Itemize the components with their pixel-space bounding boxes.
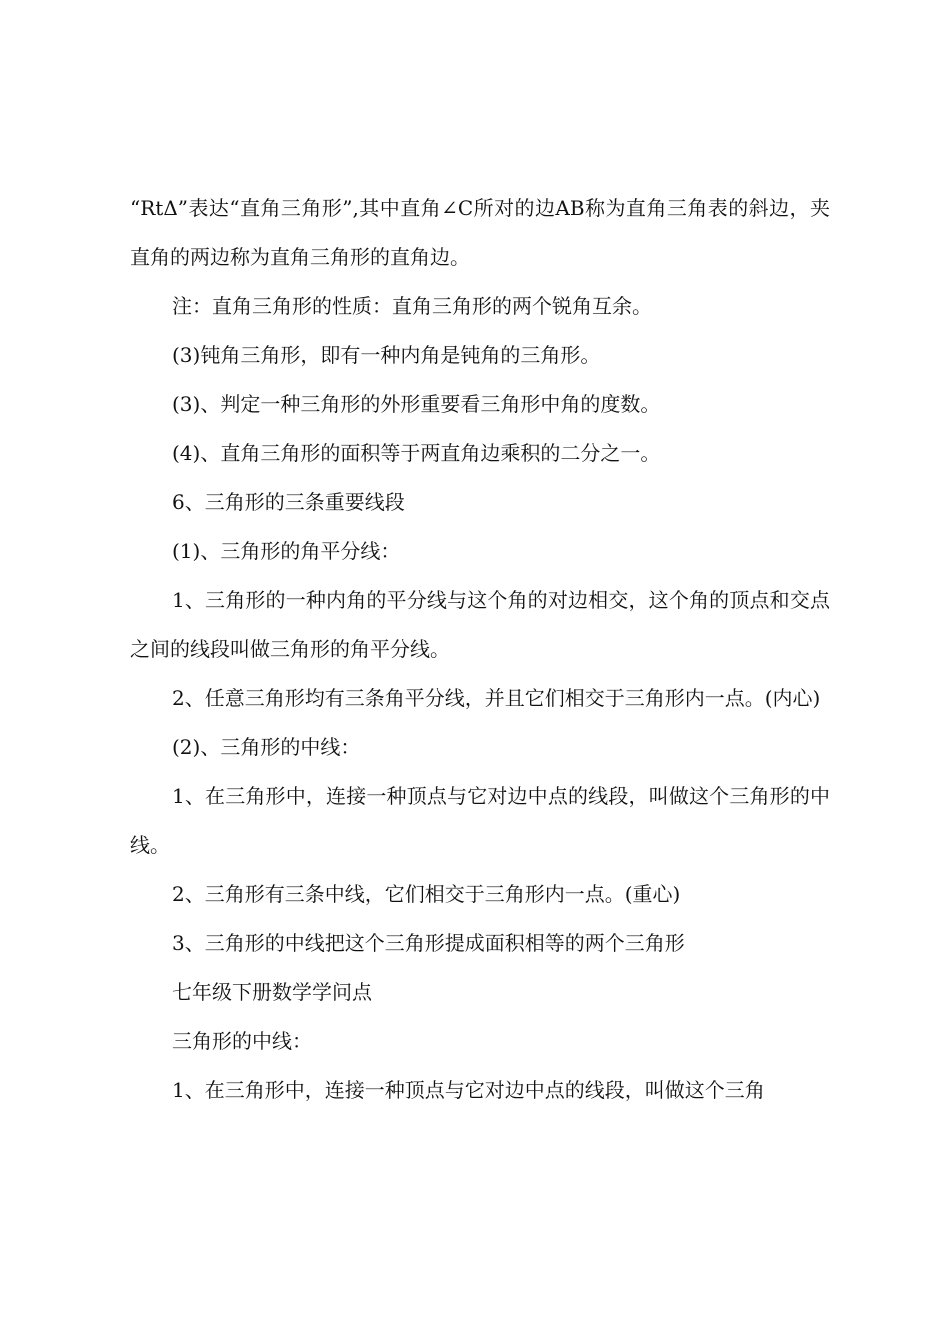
paragraph-median-heading: (2)、三角形的中线： <box>172 735 361 759</box>
paragraph-obtuse-triangle: (3)钝角三角形，即有一种内角是钝角的三角形。 <box>172 343 601 367</box>
paragraph-median-heading-repeat: 三角形的中线： <box>172 1029 312 1053</box>
paragraph-angle-bisector-incenter: 2、任意三角形均有三条角平分线，并且它们相交于三角形内一点。(内心) <box>172 686 821 710</box>
paragraph-right-triangle-definition: “RtΔ”表达“直角三角形”,其中直角∠C所对的边AB称为直角三角表的斜边，夹直角的两边称为直角三角形的直角边。 <box>130 196 830 269</box>
paragraph-median-definition-repeat: 1、在三角形中，连接一种顶点与它对边中点的线段，叫做这个三角 <box>172 1078 765 1102</box>
paragraph-angle-bisector-heading: (1)、三角形的角平分线： <box>172 539 401 563</box>
document-body <box>130 184 830 1115</box>
paragraph-median-centroid: 2、三角形有三条中线，它们相交于三角形内一点。(重心) <box>172 882 681 906</box>
paragraph-right-triangle-note: 注：直角三角形的性质：直角三角形的两个锐角互余。 <box>172 294 652 318</box>
paragraph-grade7-heading: 七年级下册数学学问点 <box>172 980 372 1004</box>
paragraph-right-triangle-area: (4)、直角三角形的面积等于两直角边乘积的二分之一。 <box>172 441 661 465</box>
paragraph-section-important-segments: 6、三角形的三条重要线段 <box>172 490 405 514</box>
paragraph-triangle-shape-judgement: (3)、判定一种三角形的外形重要看三角形中角的度数。 <box>172 392 661 416</box>
paragraph-median-equal-area: 3、三角形的中线把这个三角形提成面积相等的两个三角形 <box>172 931 685 955</box>
paragraph-angle-bisector-definition: 1、三角形的一种内角的平分线与这个角的对边相交，这个角的顶点和交点之间的线段叫做三角形的角平分线。 <box>130 588 830 661</box>
paragraph-median-definition: 1、在三角形中，连接一种顶点与它对边中点的线段，叫做这个三角形的中线。 <box>130 784 830 857</box>
